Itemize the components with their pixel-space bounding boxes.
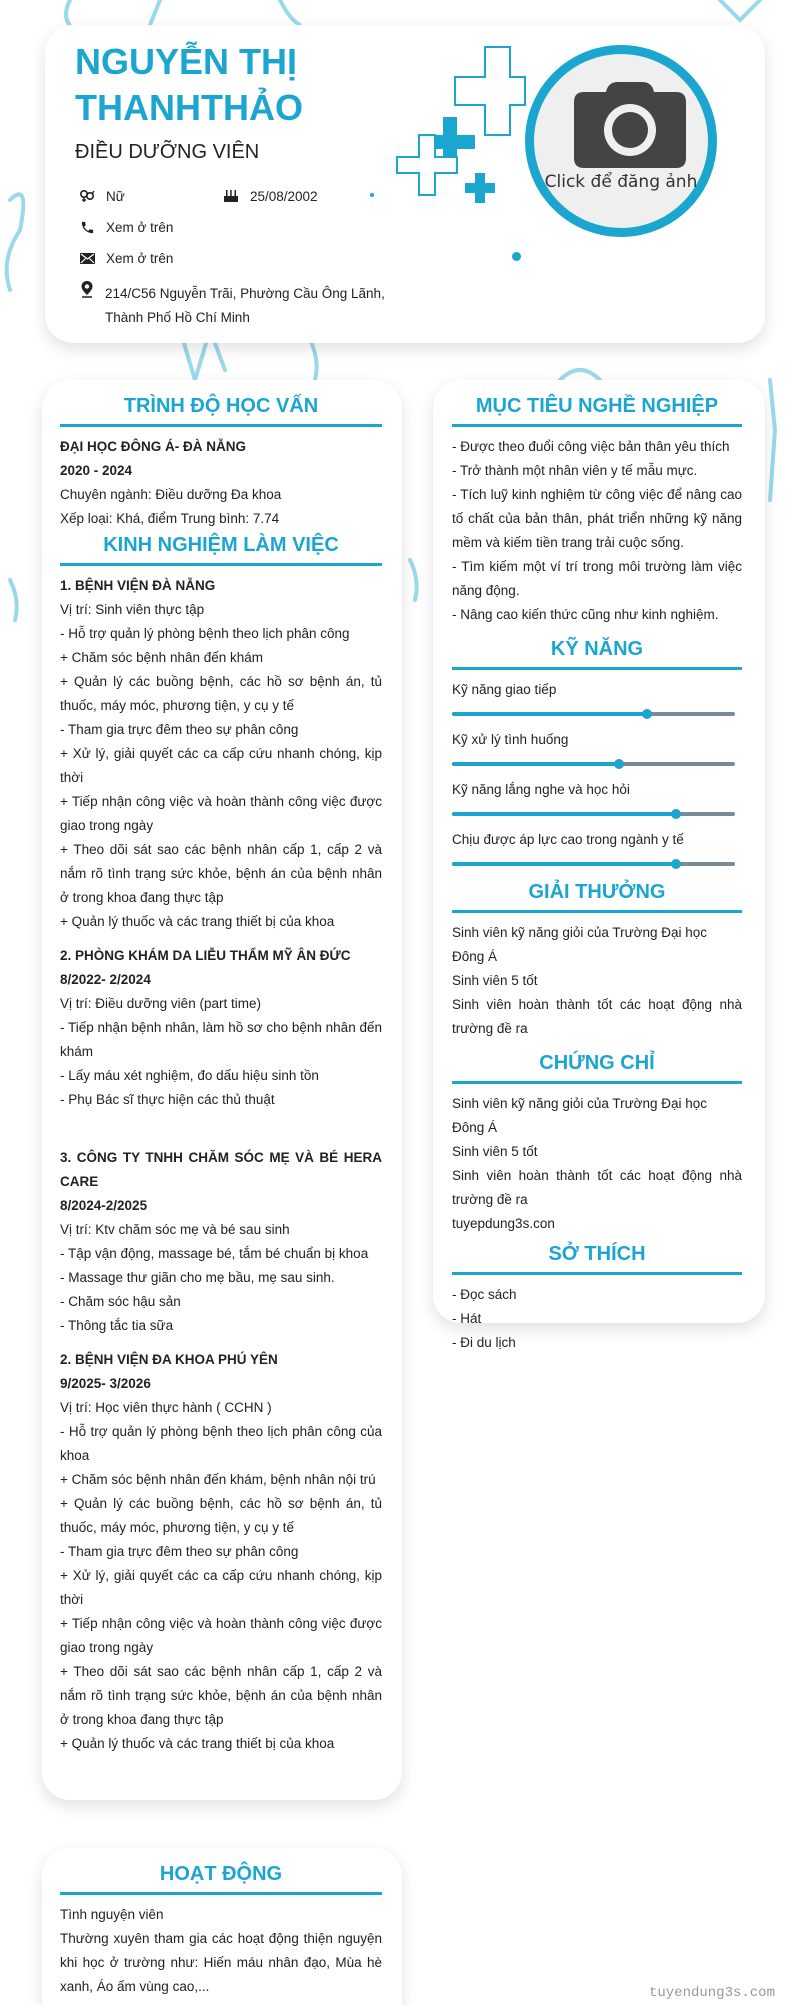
section-divider xyxy=(60,563,382,566)
job-position: Vị trí: Sinh viên thực tập xyxy=(60,602,205,617)
section-divider xyxy=(60,424,382,427)
education-years: 2020 - 2024 xyxy=(60,463,133,478)
job-entry xyxy=(60,1146,382,1338)
experience-title: KINH NGHIỆM LÀM VIỆC xyxy=(103,534,339,556)
job-entry xyxy=(60,1348,382,1756)
name-line-2: THANHTHẢO xyxy=(75,87,303,128)
address-value xyxy=(105,282,385,330)
gender-icon xyxy=(78,187,96,205)
job-title: ĐIỀU DƯỠNG VIÊN xyxy=(75,141,260,163)
upload-photo-label: Click để đăng ảnh xyxy=(544,172,698,192)
activities-title: HOẠT ĐỘNG xyxy=(159,1863,283,1885)
medical-cross-decoration xyxy=(395,45,535,205)
objective-line: - Tích luỹ kinh nghiệm từ công việc để nâng cao tố chất của bản thân, phát triển những kỹ năng mềm và kiếm tiền trang trải cuộc sống. xyxy=(452,487,742,550)
section-divider xyxy=(452,667,742,670)
job-period: 9/2025- 3/2026 xyxy=(60,1376,151,1391)
skill-knob xyxy=(642,709,652,719)
education-school: ĐẠI HỌC ĐÔNG Á- ĐÀ NẴNG xyxy=(60,439,246,454)
education-grade: Xếp loại: Khá, điểm Trung bình: 7.74 xyxy=(60,511,280,526)
email-value: Xem ở trên xyxy=(106,250,174,266)
skill-bar xyxy=(452,712,735,716)
location-icon xyxy=(78,280,96,298)
skill-label: Kỹ năng lắng nghe và học hỏi xyxy=(452,782,630,797)
education-major: Chuyên ngành: Điều dưỡng Đa khoa xyxy=(60,487,282,502)
job-line: + Theo dõi sát sao các bệnh nhân cấp 1, cấp 2 và nắm rõ tình trạng sức khỏe, bệnh án của bệnh nhân ở trong khoa đang thực tập xyxy=(60,842,382,905)
skill-bar xyxy=(452,812,735,816)
header-card xyxy=(45,25,765,343)
award-line: Sinh viên 5 tốt xyxy=(452,973,538,988)
cake-icon xyxy=(222,187,240,205)
skill-label: Chịu được áp lực cao trong ngành y tế xyxy=(452,832,684,847)
skill-bar xyxy=(452,862,735,866)
email-row xyxy=(78,249,173,267)
birthday-value: 25/08/2002 xyxy=(250,188,318,204)
upload-photo-button[interactable] xyxy=(525,45,717,237)
job-line: + Xử lý, giải quyết các ca cấp cứu nhanh chóng, kịp thời xyxy=(60,746,382,785)
job-entry xyxy=(60,574,382,934)
hobby-item: - Đi du lịch xyxy=(452,1335,516,1350)
skill-label: Kỹ năng giao tiếp xyxy=(452,682,557,697)
awards-title: GIẢI THƯỞNG xyxy=(528,881,666,903)
job-line: - Hỗ trợ quản lý phòng bệnh theo lịch phân công xyxy=(60,626,350,641)
skill-bar xyxy=(452,762,735,766)
skill-item xyxy=(452,678,742,716)
gender-value: Nữ xyxy=(106,188,125,204)
job-company: 2. PHÒNG KHÁM DA LIỄU THẨM MỸ ÂN ĐỨC xyxy=(60,948,351,963)
skill-fill xyxy=(452,862,676,866)
skills-list xyxy=(452,678,742,866)
job-line: - Tập vận động, massage bé, tắm bé chuẩn bị khoa xyxy=(60,1246,369,1261)
skill-label: Kỹ xử lý tình huống xyxy=(452,732,569,747)
skill-item xyxy=(452,778,742,816)
skill-item xyxy=(452,728,742,766)
job-line: + Quản lý các buồng bệnh, các hồ sơ bệnh án, tủ thuốc, máy móc, phương tiện, y cụ y tế xyxy=(60,674,382,713)
job-position: Vị trí: Học viên thực hành ( CCHN ) xyxy=(60,1400,272,1415)
address-row xyxy=(78,280,106,298)
job-entry xyxy=(60,944,382,1112)
job-line: - Tham gia trực đêm theo sự phân công xyxy=(60,1544,299,1559)
job-line: - Hỗ trợ quản lý phòng bệnh theo lịch phân công của khoa xyxy=(60,1424,382,1463)
address-line-2: Thành Phố Hồ Chí Minh xyxy=(105,310,250,325)
skill-item xyxy=(452,828,742,866)
section-divider xyxy=(60,1892,382,1895)
skill-knob xyxy=(671,859,681,869)
job-line: - Tham gia trực đêm theo sự phân công xyxy=(60,722,299,737)
section-divider xyxy=(452,1272,742,1275)
job-line: + Chăm sóc bệnh nhân đến khám, bệnh nhân nội trú xyxy=(60,1472,376,1487)
section-divider xyxy=(452,910,742,913)
dot-decoration xyxy=(370,193,374,197)
gender-row xyxy=(78,187,125,205)
hobby-item: - Hát xyxy=(452,1311,482,1326)
activities-card xyxy=(42,1848,402,2005)
watermark: tuyendung3s.com xyxy=(648,1985,775,2001)
objective-line: - Tìm kiếm một ví trí trong môi trường làm việc năng động. xyxy=(452,559,742,598)
activity-description: Thường xuyên tham gia các hoạt động thiện nguyện khi học ở trường như: Hiến máu nhân đạo, Mùa hè xanh, Áo ấm vùng cao,... xyxy=(60,1931,382,1994)
certificate-line: tuyepdung3s.con xyxy=(452,1216,555,1231)
section-divider xyxy=(452,424,742,427)
objective-line: - Trở thành một nhân viên y tế mẫu mực. xyxy=(452,463,698,478)
candidate-name xyxy=(75,39,303,131)
section-divider xyxy=(452,1081,742,1084)
phone-icon xyxy=(78,218,96,236)
job-line: - Lấy máu xét nghiệm, đo dấu hiệu sinh tồn xyxy=(60,1068,319,1083)
job-company: 2. BỆNH VIỆN ĐA KHOA PHÚ YÊN xyxy=(60,1352,278,1367)
job-line: + Xử lý, giải quyết các ca cấp cứu nhanh chóng, kịp thời xyxy=(60,1568,382,1607)
right-column-card xyxy=(433,380,765,1350)
job-line: + Quản lý các buồng bệnh, các hồ sơ bệnh án, tủ thuốc, máy móc, phương tiện, y cụ y tế xyxy=(60,1496,382,1535)
address-line-1: 214/C56 Nguyễn Trãi, Phường Cầu Ông Lãnh, xyxy=(105,286,385,301)
job-line: + Chăm sóc bệnh nhân đến khám xyxy=(60,650,264,665)
job-line: + Tiếp nhận công việc và hoàn thành công việc được giao trong ngày xyxy=(60,1616,382,1655)
job-line: - Thông tắc tia sữa xyxy=(60,1318,174,1333)
award-line: Sinh viên kỹ năng giỏi của Trường Đại học Đông Á xyxy=(452,925,708,964)
skill-knob xyxy=(614,759,624,769)
birthday-row xyxy=(222,187,318,205)
award-line: Sinh viên hoàn thành tốt các hoạt động nhà trường đề ra xyxy=(452,997,742,1036)
skills-title: KỸ NĂNG xyxy=(550,638,644,660)
job-position: Vị trí: Điều dưỡng viên (part time) xyxy=(60,996,261,1011)
job-line: - Massage thư giãn cho mẹ bầu, mẹ sau sinh. xyxy=(60,1270,335,1285)
certificate-line: Sinh viên hoàn thành tốt các hoạt động nhà trường đề ra xyxy=(452,1168,742,1207)
job-line: + Quản lý thuốc và các trang thiết bị của khoa xyxy=(60,914,335,929)
name-line-1: NGUYỄN THỊ xyxy=(75,41,298,82)
objective-title: MỤC TIÊU NGHỀ NGHIỆP xyxy=(475,395,719,417)
job-line: - Tiếp nhận bệnh nhân, làm hồ sơ cho bệnh nhân đến khám xyxy=(60,1020,382,1059)
objective-line: - Nâng cao kiến thức cũng như kinh nghiệm. xyxy=(452,607,719,622)
camera-icon xyxy=(572,82,688,170)
job-company: 3. CÔNG TY TNHH CHĂM SÓC MẸ VÀ BÉ HERA CARE xyxy=(60,1150,382,1189)
hobbies-title: SỞ THÍCH xyxy=(548,1243,646,1265)
dot-decoration xyxy=(512,252,521,261)
certificates-title: CHỨNG CHỈ xyxy=(539,1052,655,1074)
phone-value: Xem ở trên xyxy=(106,219,174,235)
job-line: + Theo dõi sát sao các bệnh nhân cấp 1, cấp 2 và nắm rõ tình trạng sức khỏe, bệnh án của bệnh nhân ở trong khoa đang thực tập xyxy=(60,1664,382,1727)
job-period: 8/2024-2/2025 xyxy=(60,1198,148,1213)
hobby-item: - Đọc sách xyxy=(452,1287,517,1302)
email-icon xyxy=(78,249,96,267)
left-column-card xyxy=(42,380,402,1800)
skill-fill xyxy=(452,812,676,816)
objective-line: - Được theo đuổi công việc bản thân yêu thích xyxy=(452,439,730,454)
skill-knob xyxy=(671,809,681,819)
phone-row xyxy=(78,218,173,236)
activity-role: Tình nguyện viên xyxy=(60,1907,164,1922)
job-company: 1. BỆNH VIỆN ĐÀ NẴNG xyxy=(60,578,216,593)
skill-fill xyxy=(452,712,647,716)
job-line: + Quản lý thuốc và các trang thiết bị của khoa xyxy=(60,1736,335,1751)
job-position: Vị trí: Ktv chăm sóc mẹ và bé sau sinh xyxy=(60,1222,290,1237)
job-line: - Phụ Bác sĩ thực hiện các thủ thuật xyxy=(60,1092,275,1107)
skill-fill xyxy=(452,762,619,766)
certificate-line: Sinh viên kỹ năng giỏi của Trường Đại học Đông Á xyxy=(452,1096,708,1135)
job-period: 8/2022- 2/2024 xyxy=(60,972,151,987)
job-line: + Tiếp nhận công việc và hoàn thành công việc được giao trong ngày xyxy=(60,794,382,833)
education-title: TRÌNH ĐỘ HỌC VẤN xyxy=(123,395,319,417)
certificate-line: Sinh viên 5 tốt xyxy=(452,1144,538,1159)
job-line: - Chăm sóc hậu sản xyxy=(60,1294,181,1309)
